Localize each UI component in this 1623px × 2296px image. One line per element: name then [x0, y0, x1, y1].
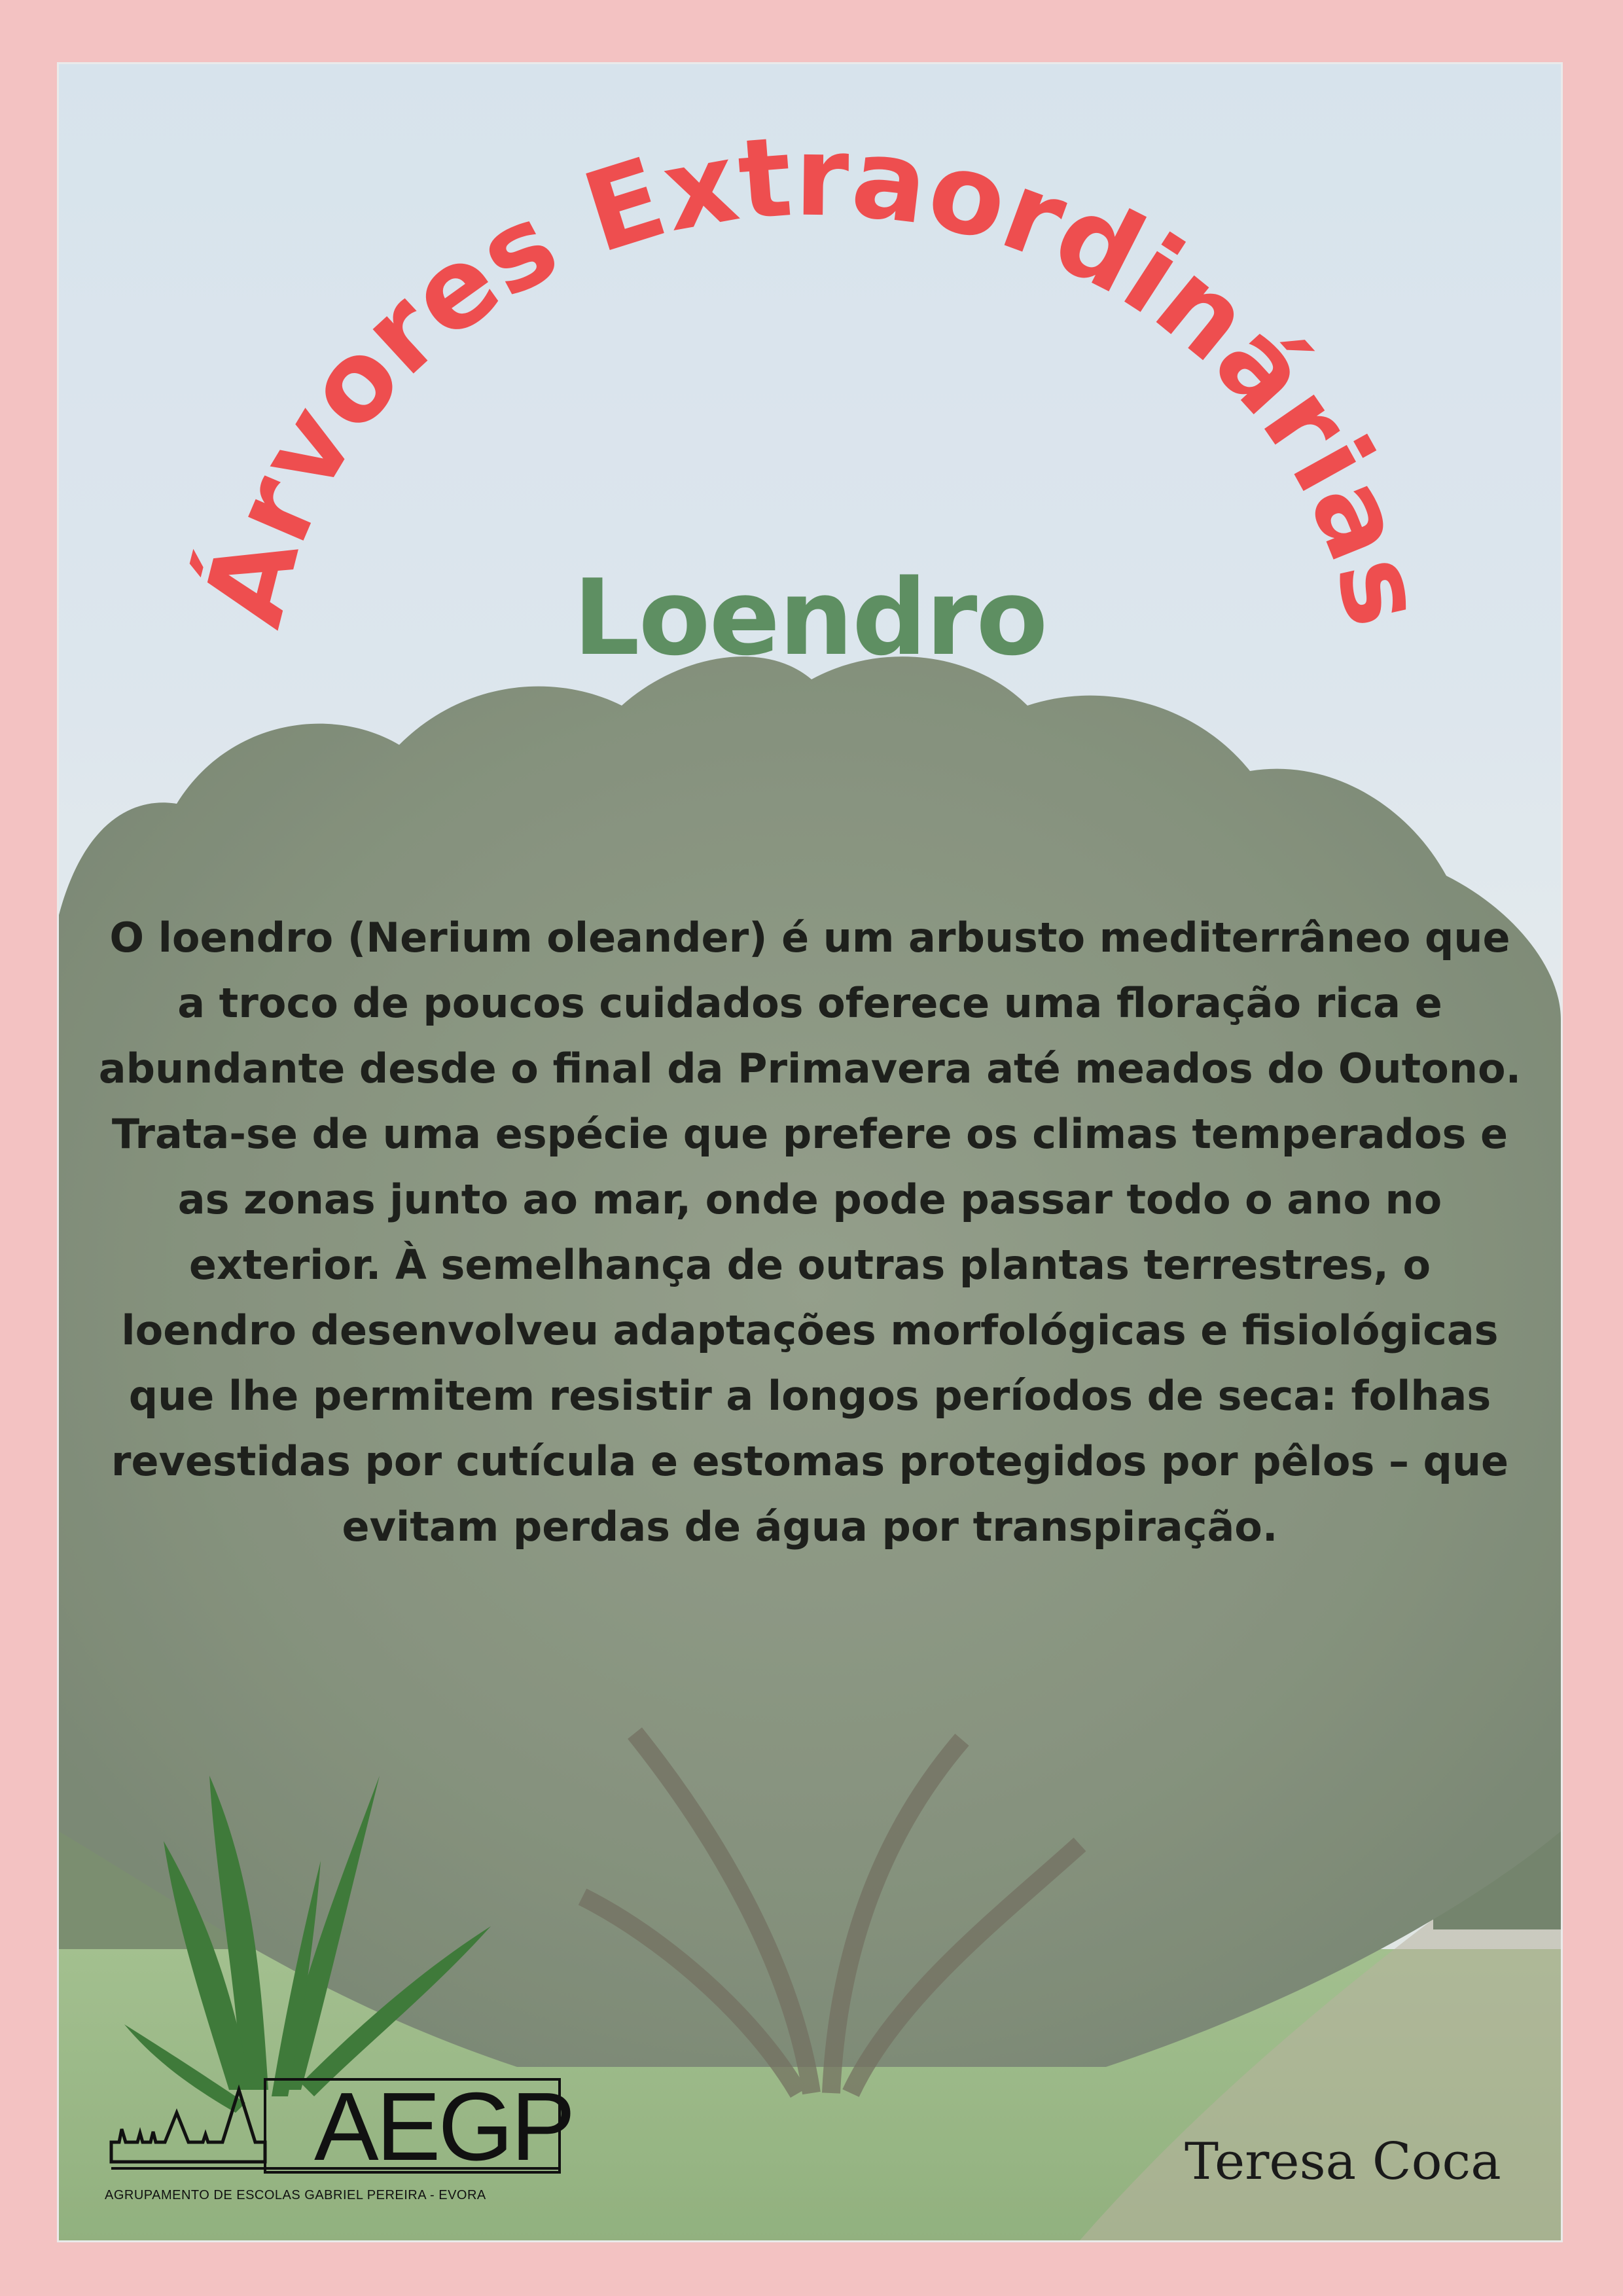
- description-text: [98, 905, 1522, 1560]
- logo-full-name: AGRUPAMENTO DE ESCOLAS GABRIEL PEREIRA - EVORA: [105, 2188, 486, 2202]
- poster: [59, 64, 1561, 2240]
- aegp-logo: [105, 2073, 573, 2217]
- logo-acronym: AEGP: [314, 2073, 573, 2181]
- paragraph-2: Trata-se de uma espécie que prefere os climas temperados e as zonas junto ao mar, onde pode passar todo o ano no exterior. À semelhança de outras plantas terrestres, o loendro desenvolveu adaptações morfológicas e fisiológicas que lhe permitem resistir a longos períodos de seca: folhas revestidas por cutícula e estomas protegidos por pêlos – que evitam perdas de água por transpiração.: [111, 1110, 1509, 1551]
- subtitle: Loendro: [573, 556, 1047, 679]
- author-name: Teresa Coca: [1185, 2132, 1501, 2191]
- paragraph-1: O loendro (Nerium oleander) é um arbusto mediterrâneo que a troco de poucos cuidados oferece uma floração rica e abundante desde o final da Primavera até meados do Outono.: [98, 914, 1522, 1092]
- title-text-path: Árvores Extraordinárias: [178, 112, 1451, 638]
- title-arc: [59, 64, 1561, 850]
